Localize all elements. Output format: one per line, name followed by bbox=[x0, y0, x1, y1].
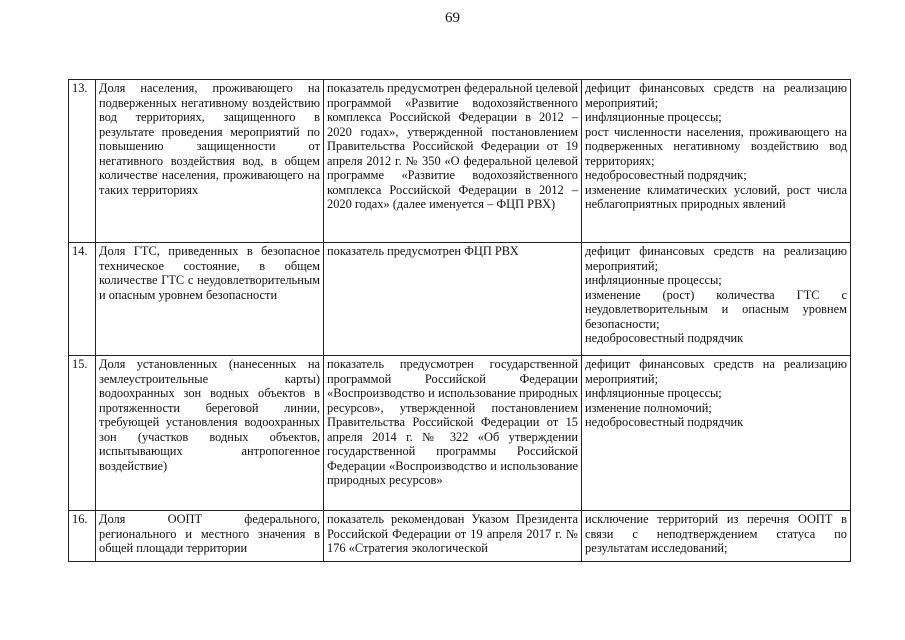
risks-cell bbox=[582, 80, 851, 243]
risks-cell bbox=[582, 356, 851, 511]
row-number: 13. bbox=[69, 80, 96, 243]
risk-item: инфляционные процессы; bbox=[585, 110, 722, 124]
table-row bbox=[69, 356, 851, 511]
risk-item: инфляционные процессы; bbox=[585, 273, 722, 287]
row-number: 14. bbox=[69, 243, 96, 356]
basis-cell: показатель предусмотрен ФЦП РВХ bbox=[324, 243, 582, 356]
table-row bbox=[69, 511, 851, 562]
risk-item: дефицит финансовых средств на реализацию мероприятий; bbox=[585, 244, 847, 273]
table-row bbox=[69, 243, 851, 356]
indicators-table bbox=[68, 79, 851, 562]
table-row bbox=[69, 80, 851, 243]
indicator-cell: Доля ГТС, приведенных в безопасное техническое состояние, в общем количестве ГТС с неудовлетворительным и опасным уровнем безопасности bbox=[96, 243, 324, 356]
risk-item: недобросовестный подрядчик bbox=[585, 331, 744, 345]
risks-cell bbox=[582, 243, 851, 356]
risk-item: изменение климатических условий, рост числа неблагоприятных природных явлений bbox=[585, 182, 847, 211]
row-number: 15. bbox=[69, 356, 96, 511]
risk-item: недобросовестный подрядчик; bbox=[585, 168, 747, 182]
risk-item: рост численности населения, проживающего на подверженных негативному воздействию вод территориях; bbox=[585, 124, 847, 168]
row-number: 16. bbox=[69, 511, 96, 562]
risk-item: изменение полномочий; bbox=[585, 400, 712, 415]
basis-cell: показатель предусмотрен государственной программой Российской Федерации «Воспроизводство и использование природных ресурсов», утвержденной постановлением Правительства Российской Федерации от 15 апреля 2014 г. № 322 «Об утверждении государственной программы Российской Федерации «Воспроизводство и использование природных ресурсов» bbox=[324, 356, 582, 511]
basis-cell: показатель предусмотрен федеральной целевой программой «Развитие водохозяйственного комплекса Российской Федерации в 2012 – 2020 годах», утвержденной постановлением Правительства Российской Федерации от 19 апреля 2012 г. № 350 «О федеральной целевой программе «Развитие водохозяйственного комплекса Российской Федерации в 2012 – 2020 годах» (далее именуется – ФЦП РВХ) bbox=[324, 80, 582, 243]
risk-item: дефицит финансовых средств на реализацию мероприятий; bbox=[585, 357, 847, 386]
indicator-cell: Доля установленных (нанесенных на землеустроительные карты) водоохранных зон водных объектов в протяженности береговой линии, требующей установления водоохранных зон (участков водных объектов, испытывающих антропогенное воздействие) bbox=[96, 356, 324, 511]
risk-item: дефицит финансовых средств на реализацию мероприятий; bbox=[585, 81, 847, 110]
risk-item: инфляционные процессы; bbox=[585, 386, 722, 400]
risk-item: исключение территорий из перечня ООПТ в связи с неподтверждением статуса по результатам исследований; bbox=[585, 512, 847, 555]
page-number: 69 bbox=[445, 10, 460, 26]
indicator-cell: Доля населения, проживающего на подверженных негативному воздействию вод территориях, защищенного в результате проведения мероприятий по повышению защищенности от негативного воздействия вод, в общем количестве населения, проживающего на таких территориях bbox=[96, 80, 324, 243]
indicator-cell: Доля ООПТ федерального, регионального и местного значения в общей площади территории bbox=[96, 511, 324, 562]
risk-item: недобросовестный подрядчик bbox=[585, 415, 744, 429]
risks-cell bbox=[582, 511, 851, 562]
risk-item: изменение (рост) количества ГТС с неудовлетворительным и опасным уровнем безопасности; bbox=[585, 287, 847, 331]
basis-cell: показатель рекомендован Указом Президента Российской Федерации от 19 апреля 2017 г. № 176 «Стратегия экологической bbox=[324, 511, 582, 562]
